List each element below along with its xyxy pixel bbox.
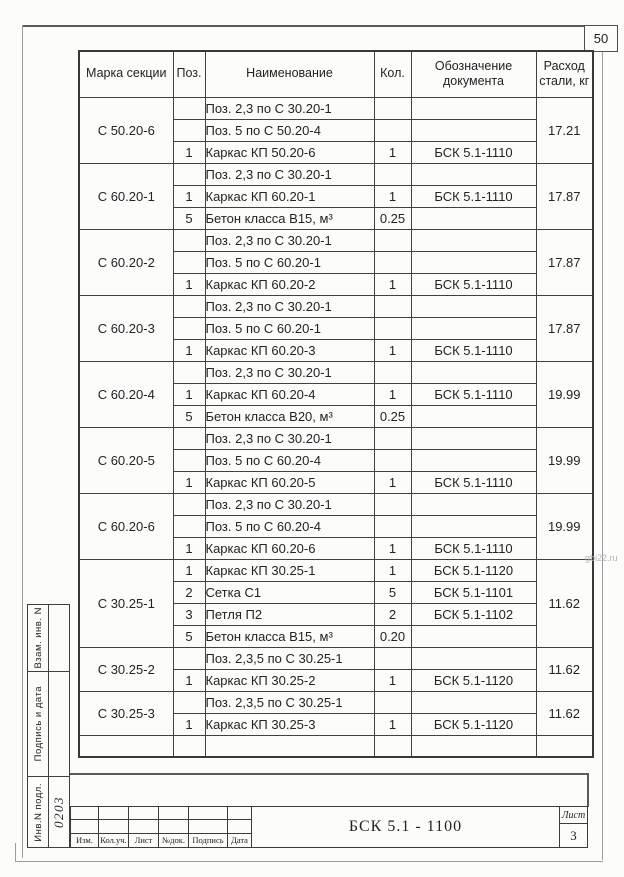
revision-empty-cell xyxy=(228,807,252,820)
document-ref-cell xyxy=(411,449,536,471)
stamp-label-cell xyxy=(28,672,49,776)
revision-column-label: Дата xyxy=(228,834,252,847)
sheet-number: 3 xyxy=(570,827,577,843)
document-ref-cell: БСК 5.1-1110 xyxy=(411,471,536,493)
position-cell xyxy=(173,427,205,449)
item-name-cell: Поз. 2,3,5 по С 30.25-1 xyxy=(205,691,374,713)
item-name-cell: Поз. 5 по С 60.20-1 xyxy=(205,317,374,339)
quantity-cell: 0.25 xyxy=(374,207,411,229)
page-frame-right-line xyxy=(602,52,603,860)
table-header-row xyxy=(79,51,593,97)
quantity-cell xyxy=(374,119,411,141)
item-name-cell: Поз. 5 по С 50.20-4 xyxy=(205,119,374,141)
position-cell xyxy=(173,295,205,317)
item-name-cell: Сетка С1 xyxy=(205,581,374,603)
page-number-box xyxy=(584,25,618,52)
table-row xyxy=(79,97,593,119)
item-name-cell: Поз. 2,3 по С 30.20-1 xyxy=(205,295,374,317)
quantity-cell: 1 xyxy=(374,339,411,361)
position-cell: 5 xyxy=(173,625,205,647)
document-ref-cell: БСК 5.1-1110 xyxy=(411,339,536,361)
document-ref-cell: БСК 5.1-1110 xyxy=(411,185,536,207)
steel-consumption-cell: 17.87 xyxy=(536,295,593,361)
table-row xyxy=(79,691,593,713)
document-ref-cell: БСК 5.1-1102 xyxy=(411,603,536,625)
steel-consumption-cell: 11.62 xyxy=(536,559,593,647)
quantity-cell: 1 xyxy=(374,537,411,559)
revision-empty-cell xyxy=(159,820,189,833)
section-mark-cell: С 60.20-2 xyxy=(79,229,173,295)
position-cell xyxy=(173,361,205,383)
position-cell xyxy=(173,251,205,273)
left-stamp-column xyxy=(27,604,70,848)
position-cell xyxy=(173,229,205,251)
title-block xyxy=(70,806,588,848)
stamp-label-cell xyxy=(28,605,49,671)
item-name-cell: Поз. 5 по С 60.20-4 xyxy=(205,449,374,471)
item-name-cell: Поз. 2,3 по С 30.20-1 xyxy=(205,163,374,185)
document-ref-cell xyxy=(411,119,536,141)
revision-empty-cell xyxy=(99,820,129,833)
document-ref-cell xyxy=(411,97,536,119)
position-cell: 5 xyxy=(173,207,205,229)
quantity-cell xyxy=(374,163,411,185)
position-cell xyxy=(173,449,205,471)
table-row xyxy=(79,559,593,581)
empty-cell xyxy=(536,735,593,757)
position-cell: 1 xyxy=(173,713,205,735)
document-ref-cell xyxy=(411,405,536,427)
document-ref-cell xyxy=(411,493,536,515)
page-frame-bottom-line xyxy=(15,861,603,862)
item-name-cell: Каркас КП 60.20-1 xyxy=(205,185,374,207)
position-cell: 1 xyxy=(173,669,205,691)
table-row xyxy=(79,361,593,383)
document-ref-cell: БСК 5.1-1120 xyxy=(411,559,536,581)
position-cell: 1 xyxy=(173,141,205,163)
stamp-label-vzam: Взам. инв. N xyxy=(32,607,44,669)
section-mark-cell: С 60.20-3 xyxy=(79,295,173,361)
revision-column-label: Подпись xyxy=(189,834,228,847)
item-name-cell: Поз. 2,3 по С 30.20-1 xyxy=(205,361,374,383)
position-cell: 1 xyxy=(173,537,205,559)
stamp-row-inv xyxy=(28,777,69,847)
section-mark-cell: С 60.20-6 xyxy=(79,493,173,559)
handwritten-inventory-number: 0203 xyxy=(51,796,66,828)
position-cell xyxy=(173,515,205,537)
table-row xyxy=(79,647,593,669)
item-name-cell: Бетон класса В20, м³ xyxy=(205,405,374,427)
header-steel-consumption: Расход стали, кг xyxy=(536,51,593,97)
position-cell: 1 xyxy=(173,185,205,207)
quantity-cell: 5 xyxy=(374,581,411,603)
stamp-row-vzam xyxy=(28,605,69,672)
steel-consumption-cell: 11.62 xyxy=(536,647,593,691)
document-ref-cell xyxy=(411,163,536,185)
quantity-cell xyxy=(374,295,411,317)
item-name-cell: Поз. 2,3 по С 30.20-1 xyxy=(205,427,374,449)
quantity-cell: 1 xyxy=(374,185,411,207)
document-ref-cell: БСК 5.1-1110 xyxy=(411,383,536,405)
page-corner-mark xyxy=(15,843,16,861)
position-cell xyxy=(173,317,205,339)
document-ref-cell: БСК 5.1-1110 xyxy=(411,537,536,559)
document-ref-cell: БСК 5.1-1120 xyxy=(411,669,536,691)
quantity-cell: 1 xyxy=(374,141,411,163)
revision-empty-cell xyxy=(189,820,228,833)
quantity-cell: 1 xyxy=(374,669,411,691)
item-name-cell: Каркас КП 60.20-3 xyxy=(205,339,374,361)
document-ref-cell: БСК 5.1-1110 xyxy=(411,141,536,163)
site-watermark: gbi22.ru xyxy=(585,553,618,563)
revision-column-label: Кол.уч. xyxy=(99,834,129,847)
item-name-cell: Поз. 5 по С 60.20-1 xyxy=(205,251,374,273)
position-cell xyxy=(173,691,205,713)
document-ref-cell xyxy=(411,295,536,317)
quantity-cell xyxy=(374,317,411,339)
document-ref-cell xyxy=(411,229,536,251)
item-name-cell: Каркас КП 60.20-2 xyxy=(205,273,374,295)
header-position: Поз. xyxy=(173,51,205,97)
table-row xyxy=(79,163,593,185)
item-name-cell: Каркас КП 30.25-1 xyxy=(205,559,374,581)
steel-consumption-cell: 17.87 xyxy=(536,229,593,295)
section-mark-cell: С 60.20-5 xyxy=(79,427,173,493)
quantity-cell xyxy=(374,229,411,251)
title-block-revision-grid xyxy=(71,807,252,847)
empty-cell xyxy=(205,735,374,757)
stamp-blank-area xyxy=(49,777,69,847)
empty-cell xyxy=(374,735,411,757)
quantity-cell xyxy=(374,647,411,669)
empty-cell xyxy=(173,735,205,757)
document-ref-cell xyxy=(411,691,536,713)
sheet-cell xyxy=(560,807,587,847)
table-row xyxy=(79,493,593,515)
document-ref-cell xyxy=(411,625,536,647)
item-name-cell: Каркас КП 60.20-4 xyxy=(205,383,374,405)
quantity-cell xyxy=(374,449,411,471)
section-mark-cell: С 50.20-6 xyxy=(79,97,173,163)
table-row xyxy=(79,427,593,449)
position-cell: 3 xyxy=(173,603,205,625)
stamp-label-inv: Инв.N подл. xyxy=(32,782,44,842)
revision-empty-cell xyxy=(189,807,228,820)
steel-consumption-cell: 19.99 xyxy=(536,427,593,493)
quantity-cell xyxy=(374,251,411,273)
document-ref-cell xyxy=(411,647,536,669)
quantity-cell: 1 xyxy=(374,559,411,581)
page-frame-left-line xyxy=(22,25,23,858)
position-cell: 1 xyxy=(173,559,205,581)
revision-empty-cell xyxy=(159,807,189,820)
drawing-frame-right-line xyxy=(587,773,589,807)
revision-empty-cell xyxy=(228,820,252,833)
revision-column-label: Изм. xyxy=(71,834,99,847)
spec-table-body xyxy=(79,97,593,757)
revision-empty-cell xyxy=(129,820,159,833)
revision-column-label: Лист xyxy=(129,834,159,847)
drawing-area-bottom-line xyxy=(70,773,588,775)
section-mark-cell: С 60.20-1 xyxy=(79,163,173,229)
revision-column-label: №док. xyxy=(159,834,189,847)
document-number-cell xyxy=(252,807,560,847)
item-name-cell: Поз. 5 по С 60.20-4 xyxy=(205,515,374,537)
table-row xyxy=(79,229,593,251)
header-name: Наименование xyxy=(205,51,374,97)
position-cell xyxy=(173,493,205,515)
quantity-cell xyxy=(374,493,411,515)
stamp-blank-area xyxy=(49,605,69,671)
position-cell: 5 xyxy=(173,405,205,427)
document-ref-cell xyxy=(411,251,536,273)
position-cell xyxy=(173,163,205,185)
document-ref-cell xyxy=(411,515,536,537)
document-ref-cell xyxy=(411,361,536,383)
revision-empty-cell xyxy=(71,820,99,833)
empty-cell xyxy=(411,735,536,757)
item-name-cell: Бетон класса В15, м³ xyxy=(205,207,374,229)
revision-empty-cell xyxy=(129,807,159,820)
quantity-cell xyxy=(374,691,411,713)
item-name-cell: Петля П2 xyxy=(205,603,374,625)
quantity-cell xyxy=(374,427,411,449)
steel-consumption-cell: 11.62 xyxy=(536,691,593,735)
page-frame-top-line xyxy=(22,25,584,27)
stamp-row-podpis xyxy=(28,672,69,777)
document-ref-cell xyxy=(411,317,536,339)
quantity-cell xyxy=(374,515,411,537)
position-cell xyxy=(173,119,205,141)
position-cell: 2 xyxy=(173,581,205,603)
item-name-cell: Поз. 2,3 по С 30.20-1 xyxy=(205,493,374,515)
sheet-label: Лист xyxy=(560,807,587,824)
section-mark-cell: С 60.20-4 xyxy=(79,361,173,427)
document-ref-cell xyxy=(411,427,536,449)
steel-consumption-cell: 19.99 xyxy=(536,493,593,559)
quantity-cell: 1 xyxy=(374,273,411,295)
item-name-cell: Каркас КП 60.20-5 xyxy=(205,471,374,493)
header-mark-section: Марка секции xyxy=(79,51,173,97)
specification-table xyxy=(78,50,594,758)
steel-consumption-cell: 17.87 xyxy=(536,163,593,229)
document-number: БСК 5.1 - 1100 xyxy=(348,818,463,835)
position-cell xyxy=(173,97,205,119)
section-mark-cell: С 30.25-1 xyxy=(79,559,173,647)
document-ref-cell: БСК 5.1-1101 xyxy=(411,581,536,603)
quantity-cell: 1 xyxy=(374,713,411,735)
quantity-cell: 1 xyxy=(374,383,411,405)
header-document: Обозначение документа xyxy=(411,51,536,97)
table-row xyxy=(79,295,593,317)
revision-empty-cell xyxy=(71,807,99,820)
empty-cell xyxy=(79,735,173,757)
stamp-blank-area xyxy=(49,672,69,776)
document-ref-cell: БСК 5.1-1120 xyxy=(411,713,536,735)
revision-empty-cell xyxy=(99,807,129,820)
document-ref-cell: БСК 5.1-1110 xyxy=(411,273,536,295)
header-quantity: Кол. xyxy=(374,51,411,97)
position-cell: 1 xyxy=(173,339,205,361)
section-mark-cell: С 30.25-2 xyxy=(79,647,173,691)
stamp-label-cell xyxy=(28,777,49,847)
quantity-cell xyxy=(374,361,411,383)
stamp-label-podpis: Подпись и дата xyxy=(32,686,44,762)
table-row-empty xyxy=(79,735,593,757)
quantity-cell: 0.25 xyxy=(374,405,411,427)
quantity-cell: 2 xyxy=(374,603,411,625)
item-name-cell: Бетон класса В15, м³ xyxy=(205,625,374,647)
position-cell: 1 xyxy=(173,471,205,493)
item-name-cell: Каркас КП 30.25-3 xyxy=(205,713,374,735)
item-name-cell: Каркас КП 30.25-2 xyxy=(205,669,374,691)
position-cell: 1 xyxy=(173,383,205,405)
position-cell xyxy=(173,647,205,669)
position-cell: 1 xyxy=(173,273,205,295)
item-name-cell: Поз. 2,3 по С 30.20-1 xyxy=(205,229,374,251)
quantity-cell: 1 xyxy=(374,471,411,493)
quantity-cell xyxy=(374,97,411,119)
item-name-cell: Каркас КП 60.20-6 xyxy=(205,537,374,559)
page-number: 50 xyxy=(593,31,609,46)
item-name-cell: Поз. 2,3 по С 30.20-1 xyxy=(205,97,374,119)
item-name-cell: Каркас КП 50.20-6 xyxy=(205,141,374,163)
steel-consumption-cell: 19.99 xyxy=(536,361,593,427)
item-name-cell: Поз. 2,3,5 по С 30.25-1 xyxy=(205,647,374,669)
section-mark-cell: С 30.25-3 xyxy=(79,691,173,735)
quantity-cell: 0.20 xyxy=(374,625,411,647)
document-ref-cell xyxy=(411,207,536,229)
steel-consumption-cell: 17.21 xyxy=(536,97,593,163)
